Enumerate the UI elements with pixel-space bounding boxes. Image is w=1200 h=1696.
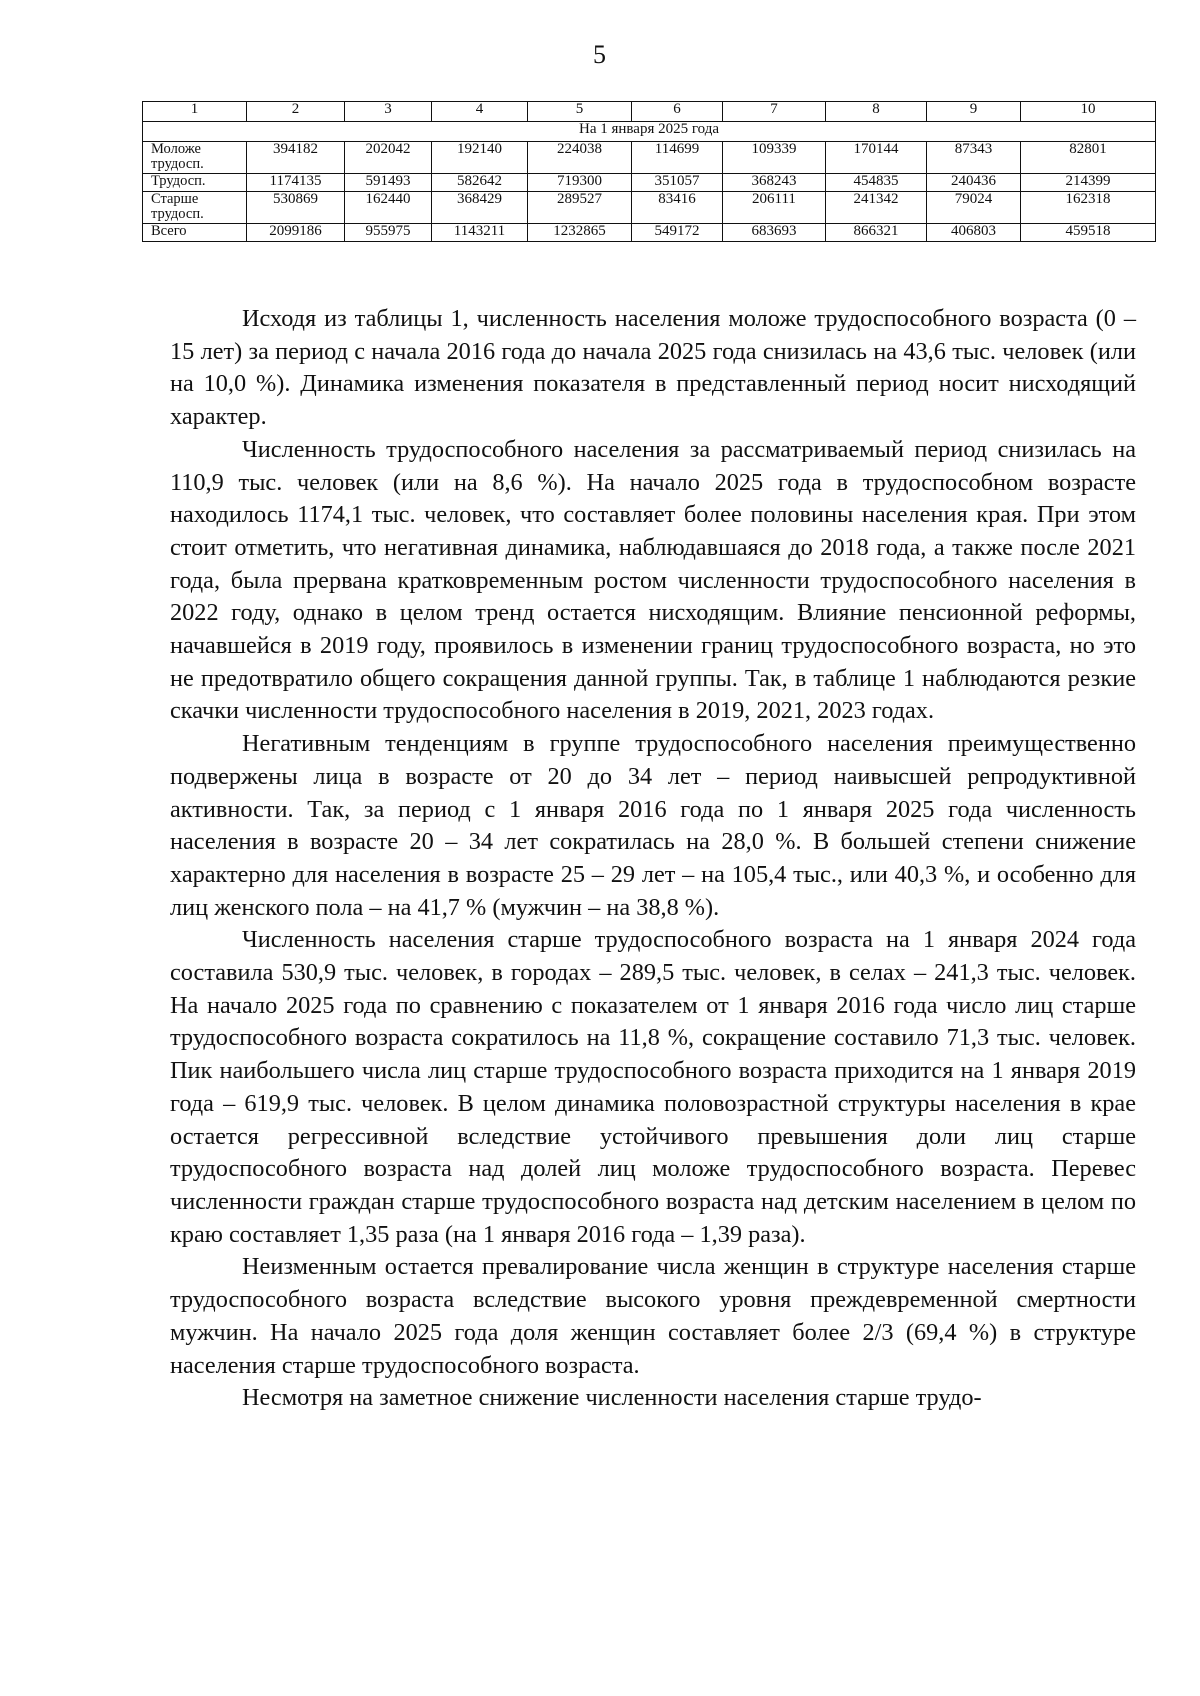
body-text: [170, 303, 1136, 1415]
paragraph: Несмотря на заметное снижение численности населения старше трудо-: [242, 1384, 982, 1412]
table-cell: 206111: [723, 192, 826, 224]
paragraph: Численность населения старше трудоспособного возраста на 1 января 2024 года составила 530,9 тыс. человек, в городах – 289,5 тыс. человек, в селах – 241,3 тыс. человек. На начало 2025 года по сравнению с показателем от 1 января 2016 года число лиц старше трудоспособного возраста сократилось на 11,8 %, сокращение составило 71,3 тыс. человек. Пик наибольшего числа лиц старше трудоспособного возраста приходится на 1 января 2019 года – 619,9 тыс. человек. В целом динамика половозрастной структуры населения в крае остается регрессивной вследствие устойчивого превышения доли лиц старше трудоспособного возраста над долей лиц моложе трудоспособного возраста. Перевес численности граждан старше трудоспособного возраста над детским населением в целом по краю составляет 1,35 раза (на 1 января 2016 года – 1,39 раза).: [170, 926, 1136, 1248]
paragraph: Численность трудоспособного населения за рассматриваемый период снизилась на 110,9 тыс. человек (или на 8,6 %). На начало 2025 года в трудоспособном возрасте находилось 1174,1 тыс. человек, что составляет более половины населения края. При этом стоит отметить, что негативная динамика, наблюдавшаяся до 2018 года, а также после 2021 года, была прервана кратковременным ростом численности трудоспособного населения в 2022 году, однако в целом тренд остается нисходящим. Влияние пенсионной реформы, начавшейся в 2019 году, проявилось в изменении границ трудоспособного возраста, но это не предотвратило общего сокращения данной группы. Так, в таблице 1 наблюдаются резкие скачки численности трудоспособного населения в 2019, 2021, 2023 годах.: [170, 435, 1136, 725]
table-cell: 351057: [632, 174, 723, 192]
table-cell: 79024: [927, 192, 1021, 224]
table-cell: 368429: [432, 192, 528, 224]
column-header: 1: [143, 102, 247, 122]
table-cell: 224038: [528, 142, 632, 174]
table-cell: 289527: [528, 192, 632, 224]
column-header: 6: [632, 102, 723, 122]
table-cell: 1232865: [528, 224, 632, 242]
page-number: 5: [593, 40, 607, 69]
table-cell: 454835: [826, 174, 927, 192]
table-cell: 1143211: [432, 224, 528, 242]
table-cell: 368243: [723, 174, 826, 192]
table-cell: 162440: [345, 192, 432, 224]
table-cell: 192140: [432, 142, 528, 174]
paragraph: Исходя из таблицы 1, численность населения моложе трудоспособного возраста (0 – 15 лет) за период с начала 2016 года до начала 2025 года снизилась на 43,6 тыс. человек (или на 10,0 %). Динамика изменения показателя в представленный период носит нисходящий характер.: [170, 305, 1136, 431]
table-cell: 83416: [632, 192, 723, 224]
paragraph: Негативным тенденциям в группе трудоспособного населения преимущественно подвержены лица в возрасте от 20 до 34 лет – период наивысшей репродуктивной активности. Так, за период с 1 января 2016 года по 1 января 2025 года численность населения в возрасте 20 – 34 лет сократилась на 28,0 %. В большей степени снижение характерно для населения в возрасте 25 – 29 лет – на 105,4 тыс., или 40,3 %, и особенно для лиц женского пола – на 41,7 % (мужчин – на 38,8 %).: [170, 730, 1136, 921]
column-header: 8: [826, 102, 927, 122]
table-row: [143, 174, 1156, 192]
table-cell: 459518: [1021, 224, 1156, 242]
column-header: 5: [528, 102, 632, 122]
table-cell: 214399: [1021, 174, 1156, 192]
row-label: Трудосп.: [143, 174, 247, 192]
population-table: [142, 101, 1156, 242]
table-row: [143, 192, 1156, 224]
table-cell: 582642: [432, 174, 528, 192]
table-cell: 240436: [927, 174, 1021, 192]
table-cell: 591493: [345, 174, 432, 192]
table-cell: 955975: [345, 224, 432, 242]
column-header: 2: [247, 102, 345, 122]
column-header: 10: [1021, 102, 1156, 122]
table-cell: 719300: [528, 174, 632, 192]
column-header: 7: [723, 102, 826, 122]
row-label: Моложе трудосп.: [143, 142, 247, 174]
table-cell: 109339: [723, 142, 826, 174]
table-cell: 114699: [632, 142, 723, 174]
table-cell: 406803: [927, 224, 1021, 242]
table-row: [143, 142, 1156, 174]
table-cell: 241342: [826, 192, 927, 224]
table-cell: 202042: [345, 142, 432, 174]
table-cell: 170144: [826, 142, 927, 174]
column-header: 4: [432, 102, 528, 122]
period-label: На 1 января 2025 года: [143, 122, 1156, 142]
table-cell: 683693: [723, 224, 826, 242]
column-header: 9: [927, 102, 1021, 122]
table-row: [143, 224, 1156, 242]
table-cell: 530869: [247, 192, 345, 224]
paragraph: Неизменным остается превалирование числа женщин в структуре населения старше трудоспособного возраста вследствие высокого уровня преждевременной смертности мужчин. На начало 2025 года доля женщин составляет более 2/3 (69,4 %) в структуре населения старше трудоспособного возраста.: [170, 1253, 1136, 1379]
table-cell: 87343: [927, 142, 1021, 174]
table-cell: 82801: [1021, 142, 1156, 174]
table-cell: 394182: [247, 142, 345, 174]
table-cell: 866321: [826, 224, 927, 242]
table-period-row: [143, 122, 1156, 142]
table-cell: 549172: [632, 224, 723, 242]
table-cell: 162318: [1021, 192, 1156, 224]
column-header: 3: [345, 102, 432, 122]
table-cell: 1174135: [247, 174, 345, 192]
row-label: Старше трудосп.: [143, 192, 247, 224]
table-header-row: [143, 102, 1156, 122]
row-label: Всего: [143, 224, 247, 242]
table-cell: 2099186: [247, 224, 345, 242]
